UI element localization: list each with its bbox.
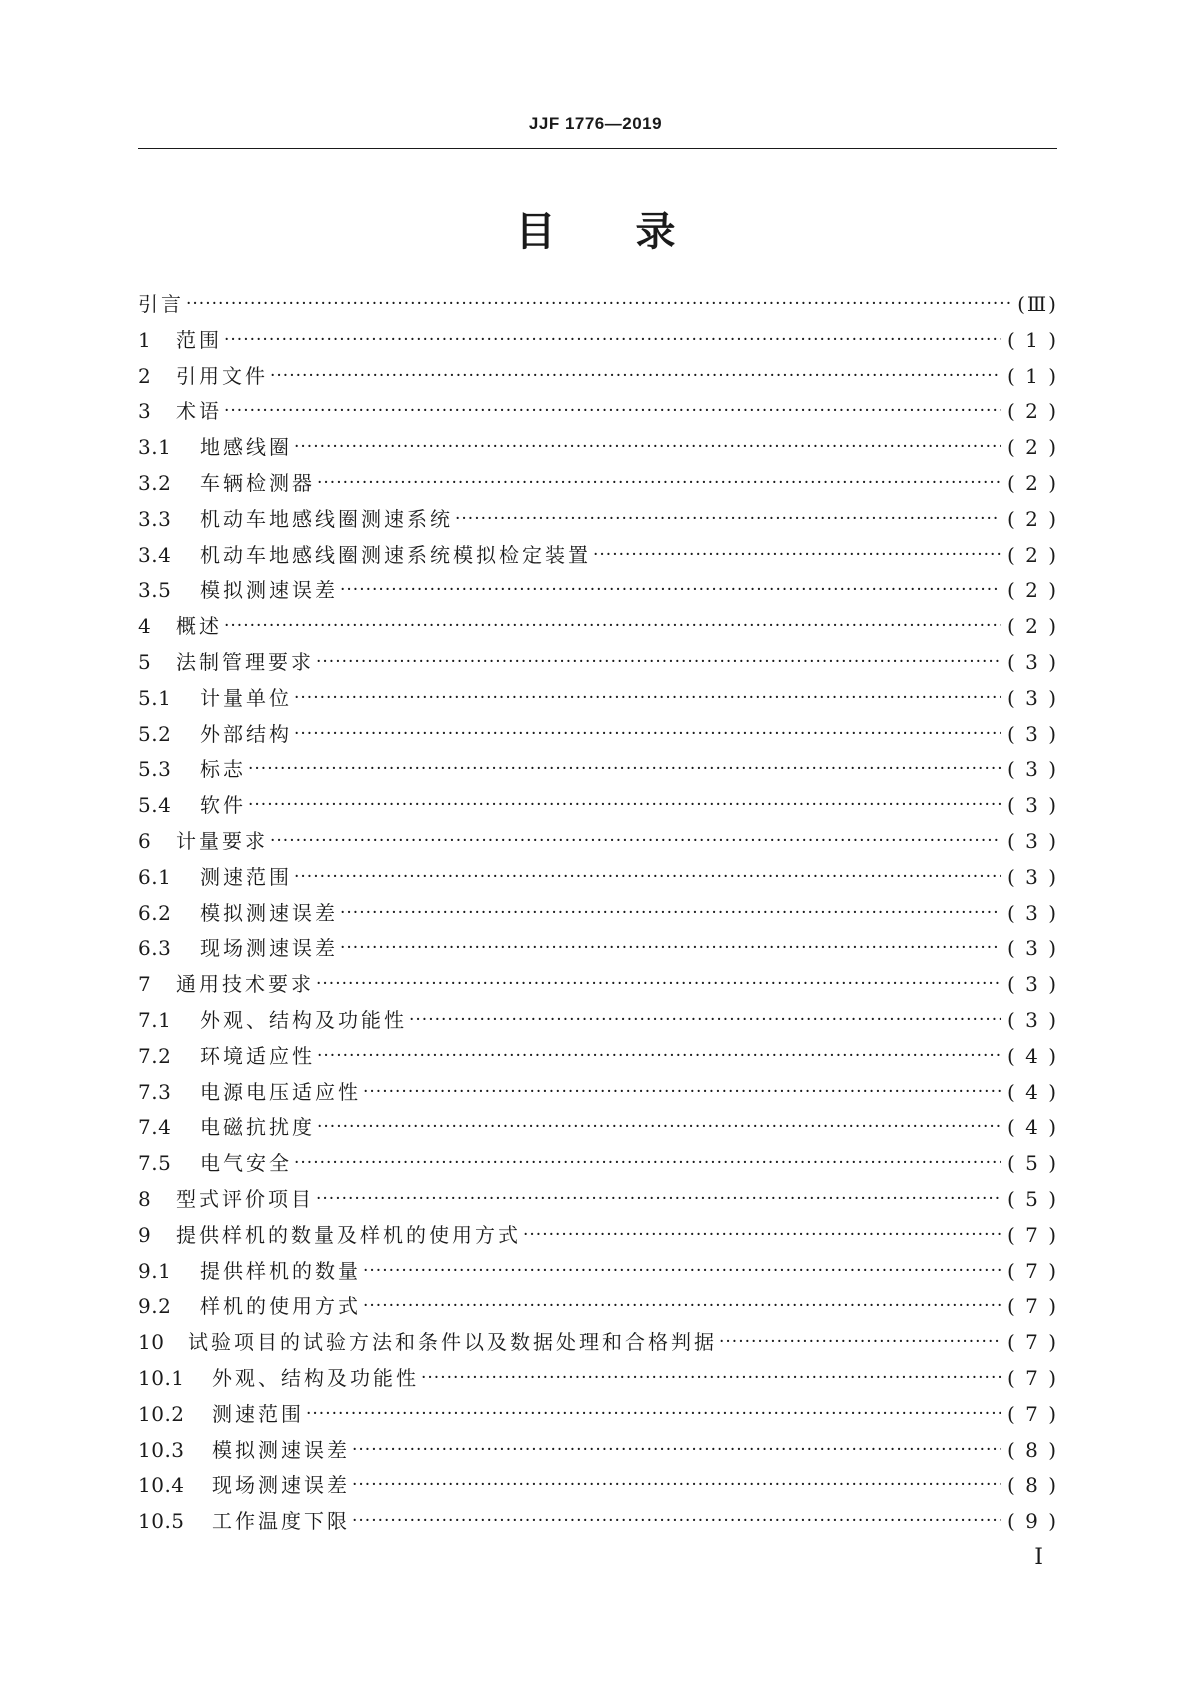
toc-entry-page: ( 7 ) xyxy=(1006,1365,1058,1390)
dot-leader xyxy=(352,1433,1001,1469)
toc-entry-page: ( 3 ) xyxy=(1006,757,1058,782)
toc-entry[interactable] xyxy=(138,788,1058,824)
toc-entry-number: 7 xyxy=(138,972,152,997)
toc-entry-number: 6.3 xyxy=(138,936,172,961)
toc-entry-label: 机动车地感线圈测速系统 xyxy=(200,506,453,531)
toc-entry-page: ( 3 ) xyxy=(1006,793,1058,818)
toc-entry-number: 9.1 xyxy=(138,1258,172,1283)
toc-entry-page: ( 2 ) xyxy=(1006,399,1058,424)
dot-leader xyxy=(523,1218,1001,1254)
toc-entry[interactable] xyxy=(138,681,1058,717)
toc-entry-label: 模拟测速误差 xyxy=(212,1437,350,1462)
toc-entry-page: ( 2 ) xyxy=(1006,578,1058,603)
toc-entry-page: ( 3 ) xyxy=(1006,649,1058,674)
toc-entry[interactable] xyxy=(138,1289,1058,1325)
toc-entry-page: ( 5 ) xyxy=(1006,1186,1058,1211)
toc-entry[interactable] xyxy=(138,896,1058,932)
toc-entry[interactable] xyxy=(138,1325,1058,1361)
toc-entry[interactable] xyxy=(138,609,1058,645)
toc-entry[interactable] xyxy=(138,1254,1058,1290)
toc-entry[interactable] xyxy=(138,430,1058,466)
toc-entry-number: 3.1 xyxy=(138,435,172,460)
dot-leader xyxy=(340,896,1001,932)
toc-entry[interactable] xyxy=(138,1075,1058,1111)
toc-entry-number: 5.2 xyxy=(138,721,172,746)
toc-entry-number: 10.4 xyxy=(138,1473,185,1498)
dot-leader xyxy=(340,573,1001,609)
dot-leader xyxy=(294,1146,1001,1182)
toc-entry[interactable] xyxy=(138,1504,1058,1540)
toc-entry-number: 7.1 xyxy=(138,1007,172,1032)
dot-leader xyxy=(270,824,1001,860)
toc-entry-label: 外部结构 xyxy=(200,721,292,746)
toc-entry-page: ( 3 ) xyxy=(1006,864,1058,889)
toc-entry-label: 型式评价项目 xyxy=(176,1186,314,1211)
toc-entry-label: 机动车地感线圈测速系统模拟检定装置 xyxy=(200,542,591,567)
toc-entry-number: 10.2 xyxy=(138,1401,185,1426)
dot-leader xyxy=(352,1468,1001,1504)
page-number: I xyxy=(1034,1545,1043,1570)
toc-entry[interactable] xyxy=(138,1110,1058,1146)
toc-entry[interactable] xyxy=(138,1003,1058,1039)
toc-entry-number: 2 xyxy=(138,363,152,388)
toc-entry-number: 10.1 xyxy=(138,1365,185,1390)
toc-entry[interactable] xyxy=(138,538,1058,574)
toc-entry-page: ( 2 ) xyxy=(1006,614,1058,639)
toc-entry-number: 7.2 xyxy=(138,1043,172,1068)
toc-entry-page: ( 7 ) xyxy=(1006,1401,1058,1426)
dot-leader xyxy=(294,860,1001,896)
toc-entry-number: 6 xyxy=(138,828,152,853)
toc-entry-page: ( 3 ) xyxy=(1006,1007,1058,1032)
toc-entry-number: 10.3 xyxy=(138,1437,185,1462)
toc-entry-page: ( 3 ) xyxy=(1006,936,1058,961)
toc-entry-number: 9 xyxy=(138,1222,152,1247)
toc-entry[interactable] xyxy=(138,502,1058,538)
toc-entry-label: 工作温度下限 xyxy=(212,1509,350,1534)
toc-entry-label: 模拟测速误差 xyxy=(200,900,338,925)
header-divider xyxy=(138,148,1057,149)
toc-entry-number: 6.1 xyxy=(138,864,172,889)
toc-entry[interactable] xyxy=(138,287,1058,323)
toc-entry-page: ( 4 ) xyxy=(1006,1115,1058,1140)
toc-entry-label: 现场测速误差 xyxy=(212,1473,350,1498)
toc-entry-page: ( 5 ) xyxy=(1006,1151,1058,1176)
toc-entry-label: 环境适应性 xyxy=(200,1043,315,1068)
dot-leader xyxy=(316,1182,1001,1218)
toc-entry-page: ( 7 ) xyxy=(1006,1330,1058,1355)
toc-entry-number: 5.1 xyxy=(138,685,172,710)
dot-leader xyxy=(316,645,1001,681)
dot-leader xyxy=(317,1039,1001,1075)
toc-entry-page: ( 4 ) xyxy=(1006,1043,1058,1068)
toc-entry-page: ( 7 ) xyxy=(1006,1258,1058,1283)
toc-entry-page: ( 2 ) xyxy=(1006,506,1058,531)
dot-leader xyxy=(294,681,1001,717)
toc-entry-label: 软件 xyxy=(200,793,246,818)
toc-entry-label: 标志 xyxy=(200,757,246,782)
toc-entry-number: 10.5 xyxy=(138,1509,185,1534)
toc-entry-page: ( 3 ) xyxy=(1006,721,1058,746)
toc-entry-page: ( 1 ) xyxy=(1006,327,1058,352)
toc-entry-number: 6.2 xyxy=(138,900,172,925)
toc-entry-label: 现场测速误差 xyxy=(200,936,338,961)
dot-leader xyxy=(224,394,1001,430)
toc-entry-number: 7.4 xyxy=(138,1115,172,1140)
dot-leader xyxy=(363,1289,1001,1325)
toc-entry[interactable] xyxy=(138,573,1058,609)
toc-entry[interactable] xyxy=(138,466,1058,502)
toc-entry-number: 7.3 xyxy=(138,1079,172,1104)
toc-entry-number: 7.5 xyxy=(138,1151,172,1176)
toc-entry-label: 测速范围 xyxy=(212,1401,304,1426)
dot-leader xyxy=(363,1075,1001,1111)
dot-leader xyxy=(294,430,1001,466)
dot-leader xyxy=(248,788,1001,824)
toc-entry-label: 术语 xyxy=(176,399,222,424)
toc-entry-number: 3.2 xyxy=(138,470,172,495)
title-char-left: 目 xyxy=(515,209,556,255)
toc-entry-label: 概述 xyxy=(176,614,222,639)
toc-entry[interactable] xyxy=(138,752,1058,788)
toc-entry-page: ( 8 ) xyxy=(1006,1437,1058,1462)
toc-entry-label: 范围 xyxy=(176,327,222,352)
toc-entry-label: 模拟测速误差 xyxy=(200,578,338,603)
dot-leader xyxy=(248,752,1001,788)
toc-entry-page: ( 3 ) xyxy=(1006,900,1058,925)
toc-entry-label: 提供样机的数量 xyxy=(200,1258,361,1283)
toc-entry[interactable] xyxy=(138,359,1058,395)
toc-entry-number: 9.2 xyxy=(138,1294,172,1319)
toc-entry-page: ( 4 ) xyxy=(1006,1079,1058,1104)
dot-leader xyxy=(316,967,1001,1003)
dot-leader xyxy=(294,717,1001,753)
dot-leader xyxy=(270,359,1001,395)
toc-entry[interactable] xyxy=(138,1182,1058,1218)
toc-entry-number: 3.3 xyxy=(138,506,172,531)
toc-entry-label: 地感线圈 xyxy=(200,435,292,460)
toc-entry-number: 3 xyxy=(138,399,152,424)
dot-leader xyxy=(421,1361,1001,1397)
toc-entry-page: ( 2 ) xyxy=(1006,542,1058,567)
toc-entry-label: 提供样机的数量及样机的使用方式 xyxy=(176,1222,521,1247)
dot-leader xyxy=(186,287,1011,323)
toc-entry[interactable] xyxy=(138,717,1058,753)
toc-entry-number: 8 xyxy=(138,1186,152,1211)
document-code: JJF 1776—2019 xyxy=(528,114,663,133)
dot-leader xyxy=(593,538,1001,574)
toc-entry-page: ( 3 ) xyxy=(1006,685,1058,710)
page-title xyxy=(0,200,1191,257)
dot-leader xyxy=(224,609,1001,645)
toc-entry-page: ( 7 ) xyxy=(1006,1222,1058,1247)
toc-entry-page: ( 2 ) xyxy=(1006,435,1058,460)
toc-entry-label: 电气安全 xyxy=(200,1151,292,1176)
toc-entry-label: 计量要求 xyxy=(176,828,268,853)
toc-entry-number: 5.3 xyxy=(138,757,172,782)
toc-entry[interactable] xyxy=(138,860,1058,896)
toc-entry-number: 3.4 xyxy=(138,542,172,567)
toc-entry-page: ( 9 ) xyxy=(1006,1509,1058,1534)
dot-leader xyxy=(455,502,1001,538)
toc-entry-page: ( 2 ) xyxy=(1006,470,1058,495)
toc-entry[interactable] xyxy=(138,1468,1058,1504)
toc-entry-number: 10 xyxy=(138,1330,165,1355)
toc-entry-page: ( 7 ) xyxy=(1006,1294,1058,1319)
toc-entry[interactable] xyxy=(138,323,1058,359)
dot-leader xyxy=(352,1504,1001,1540)
toc-entry-label: 计量单位 xyxy=(200,685,292,710)
dot-leader xyxy=(317,1110,1001,1146)
toc-entry-label: 车辆检测器 xyxy=(200,470,315,495)
toc-entry-label: 试验项目的试验方法和条件以及数据处理和合格判据 xyxy=(188,1330,717,1355)
toc-entry-page: ( 8 ) xyxy=(1006,1473,1058,1498)
dot-leader xyxy=(363,1254,1001,1290)
toc-entry-page: ( 3 ) xyxy=(1006,828,1058,853)
toc-entry-label: 电源电压适应性 xyxy=(200,1079,361,1104)
toc-entry[interactable] xyxy=(138,1218,1058,1254)
toc-entry[interactable] xyxy=(138,1397,1058,1433)
table-of-contents xyxy=(138,287,1058,1540)
dot-leader xyxy=(224,323,1001,359)
toc-entry-label: 引言 xyxy=(138,292,184,316)
dot-leader xyxy=(340,931,1001,967)
toc-entry[interactable] xyxy=(138,645,1058,681)
toc-entry-label: 样机的使用方式 xyxy=(200,1294,361,1319)
toc-entry-number: 5.4 xyxy=(138,793,172,818)
toc-entry[interactable] xyxy=(138,967,1058,1003)
toc-entry[interactable] xyxy=(138,1433,1058,1469)
toc-entry-label: 外观、结构及功能性 xyxy=(200,1007,407,1032)
toc-entry-page: ( 1 ) xyxy=(1006,363,1058,388)
toc-entry-number: 5 xyxy=(138,649,152,674)
toc-entry-label: 测速范围 xyxy=(200,864,292,889)
toc-entry-page: ( 3 ) xyxy=(1006,972,1058,997)
toc-entry-page: (Ⅲ) xyxy=(1017,292,1058,316)
toc-entry-label: 通用技术要求 xyxy=(176,972,314,997)
toc-entry[interactable] xyxy=(138,1361,1058,1397)
toc-entry[interactable] xyxy=(138,1146,1058,1182)
dot-leader xyxy=(317,466,1001,502)
toc-entry-number: 3.5 xyxy=(138,578,172,603)
toc-entry-label: 外观、结构及功能性 xyxy=(212,1365,419,1390)
toc-entry-number: 4 xyxy=(138,614,152,639)
toc-entry[interactable] xyxy=(138,394,1058,430)
toc-entry[interactable] xyxy=(138,931,1058,967)
toc-entry-number: 1 xyxy=(138,327,152,352)
dot-leader xyxy=(409,1003,1001,1039)
toc-entry[interactable] xyxy=(138,1039,1058,1075)
dot-leader xyxy=(719,1325,1001,1361)
title-char-right: 录 xyxy=(635,209,676,255)
toc-entry[interactable] xyxy=(138,824,1058,860)
toc-entry-label: 引用文件 xyxy=(176,363,268,388)
dot-leader xyxy=(306,1397,1001,1433)
toc-entry-label: 电磁抗扰度 xyxy=(200,1115,315,1140)
toc-entry-label: 法制管理要求 xyxy=(176,649,314,674)
